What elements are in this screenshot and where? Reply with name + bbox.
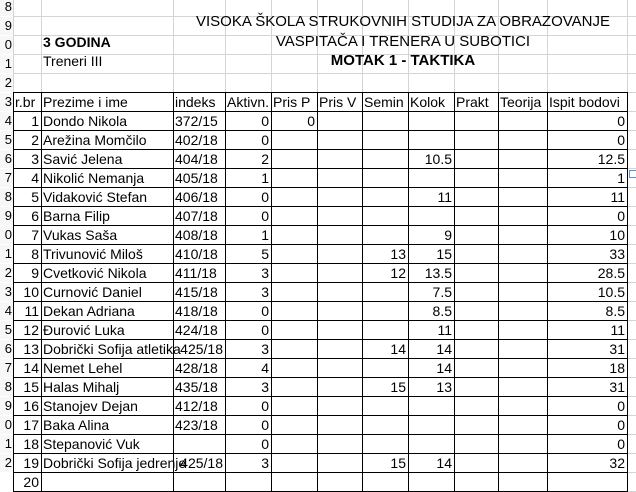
table-cell-prisv[interactable] [317, 454, 362, 472]
table-cell-teorija[interactable] [498, 245, 547, 263]
column-header[interactable]: Prakt [456, 94, 489, 110]
table-cell-prakt[interactable] [454, 454, 498, 472]
table-cell-index[interactable]: 411/18 [175, 265, 217, 281]
table-cell-semin[interactable]: 15 [390, 455, 406, 471]
column-header[interactable]: Semin [364, 94, 404, 110]
table-cell-name[interactable]: Stanojev Dejan [43, 398, 138, 414]
table-cell-prakt[interactable] [454, 188, 498, 206]
table-cell-prisp[interactable] [271, 150, 317, 168]
table-cell-semin[interactable] [362, 188, 408, 206]
table-cell-semin[interactable] [362, 302, 408, 320]
column-header[interactable]: indeks [175, 94, 216, 110]
table-cell-semin[interactable] [362, 131, 408, 149]
table-cell-aktivn[interactable]: 3 [261, 284, 269, 300]
table-cell-rbr[interactable]: 5 [31, 189, 39, 205]
table-cell-rbr[interactable]: 11 [24, 303, 39, 319]
table-cell-teorija[interactable] [498, 302, 547, 320]
table-cell-index[interactable]: 423/18 [175, 417, 218, 433]
row-number[interactable]: 9 [0, 17, 13, 35]
table-cell-prisp[interactable] [271, 473, 317, 491]
table-cell-aktivn[interactable]: 0 [261, 208, 269, 224]
table-cell-prisp[interactable] [271, 169, 317, 187]
table-cell-name[interactable]: Dobrički Sofija atletika [43, 341, 181, 357]
table-cell-rbr[interactable]: 1 [31, 113, 39, 129]
table-cell-ispit[interactable]: 8.5 [605, 303, 625, 319]
table-cell-prisv[interactable] [317, 245, 362, 263]
table-cell-teorija[interactable] [498, 435, 547, 453]
row-number[interactable]: 8 [0, 378, 13, 396]
table-cell-prisp[interactable]: 0 [307, 113, 315, 129]
table-cell-index[interactable]: 410/18 [175, 246, 218, 262]
table-cell-prakt[interactable] [454, 264, 498, 282]
table-cell-rbr[interactable]: 6 [31, 208, 39, 224]
table-cell-ispit[interactable]: 31 [609, 379, 625, 395]
table-cell-aktivn[interactable]: 2 [261, 151, 269, 167]
row-number[interactable]: 0 [0, 416, 13, 434]
row-number[interactable]: 3 [0, 283, 13, 301]
table-cell-prakt[interactable] [454, 150, 498, 168]
table-cell-index[interactable]: 402/18 [175, 132, 218, 148]
table-cell-kolok[interactable]: 15 [436, 246, 452, 262]
table-cell-ispit[interactable]: 0 [617, 436, 625, 452]
table-cell-aktivn[interactable]: 0 [261, 113, 269, 129]
row-number[interactable]: 2 [0, 264, 13, 282]
table-cell-ispit[interactable]: 33 [609, 246, 625, 262]
column-header[interactable]: Prezime i ime [43, 94, 128, 110]
table-cell-semin[interactable]: 15 [390, 379, 406, 395]
table-cell-kolok[interactable] [408, 169, 454, 187]
table-cell-ispit[interactable]: 10 [609, 227, 625, 243]
table-cell-ispit[interactable]: 32 [609, 455, 625, 471]
table-cell-prisv[interactable] [317, 435, 362, 453]
table-cell-semin[interactable] [362, 397, 408, 415]
table-cell-rbr[interactable]: 18 [23, 436, 39, 452]
table-cell-kolok[interactable] [408, 207, 454, 225]
table-cell-kolok[interactable] [408, 473, 454, 491]
row-number[interactable]: 1 [0, 245, 13, 263]
table-cell-teorija[interactable] [498, 321, 547, 339]
table-cell-semin[interactable] [362, 416, 408, 434]
table-cell-ispit[interactable]: 12.5 [597, 151, 625, 167]
table-cell-name[interactable]: Dekan Adriana [43, 303, 135, 319]
table-cell-teorija[interactable] [498, 264, 547, 282]
table-cell-index[interactable]: 404/18 [175, 151, 218, 167]
table-cell-teorija[interactable] [498, 169, 547, 187]
table-cell-kolok[interactable]: 11 [437, 189, 452, 205]
table-cell-name[interactable]: Savić Jelena [43, 151, 123, 167]
table-cell-rbr[interactable]: 13 [23, 341, 39, 357]
row-number[interactable]: 0 [0, 226, 13, 244]
table-cell-prisv[interactable] [317, 112, 362, 130]
table-cell-index[interactable]: 425/18 [180, 455, 223, 471]
table-cell-name[interactable]: Nemet Lehel [43, 360, 123, 376]
table-cell-prisv[interactable] [317, 131, 362, 149]
year-label[interactable]: 3 GODINA [43, 34, 111, 50]
table-cell-prisp[interactable] [271, 264, 317, 282]
table-cell-ispit[interactable]: 10.5 [597, 284, 625, 300]
table-cell-teorija[interactable] [498, 359, 547, 377]
table-cell-kolok[interactable] [408, 131, 454, 149]
table-cell-prisv[interactable] [317, 207, 362, 225]
table-cell-kolok[interactable]: 13 [436, 379, 452, 395]
table-cell-aktivn[interactable]: 3 [261, 379, 269, 395]
table-cell-prakt[interactable] [454, 397, 498, 415]
row-number[interactable]: 4 [0, 302, 13, 320]
table-cell-rbr[interactable]: 12 [23, 322, 39, 338]
row-number[interactable]: 8 [0, 0, 13, 16]
table-cell-ispit[interactable] [547, 473, 627, 491]
row-number[interactable]: 6 [0, 340, 13, 358]
table-cell-kolok[interactable] [408, 397, 454, 415]
table-cell-semin[interactable]: 12 [390, 265, 406, 281]
table-cell-aktivn[interactable]: 3 [261, 265, 269, 281]
table-cell-aktivn[interactable]: 0 [261, 189, 269, 205]
table-cell-aktivn[interactable]: 0 [261, 436, 269, 452]
table-cell-teorija[interactable] [498, 473, 547, 491]
table-cell-name[interactable]: Halas Mihalj [43, 379, 120, 395]
column-header[interactable]: Aktivn. [227, 94, 270, 110]
table-cell-rbr[interactable]: 8 [31, 246, 39, 262]
table-cell-name[interactable]: Baka Alina [43, 417, 110, 433]
table-cell-rbr[interactable]: 20 [23, 474, 39, 490]
table-cell-name[interactable]: Nikolić Nemanja [43, 170, 145, 186]
table-cell-teorija[interactable] [498, 340, 547, 358]
row-number[interactable]: 5 [0, 131, 13, 149]
table-cell-kolok[interactable]: 9 [444, 227, 452, 243]
table-cell-aktivn[interactable]: 0 [261, 303, 269, 319]
table-cell-index[interactable]: 408/18 [175, 227, 218, 243]
table-cell-name[interactable]: Đurović Luka [43, 322, 125, 338]
row-number[interactable]: 7 [0, 359, 13, 377]
table-cell-prisp[interactable] [271, 454, 317, 472]
table-cell-prisv[interactable] [317, 397, 362, 415]
fill-handle[interactable] [629, 170, 636, 178]
row-number[interactable]: 1 [0, 435, 13, 453]
table-cell-ispit[interactable]: 31 [609, 341, 625, 357]
table-cell-prisp[interactable] [271, 131, 317, 149]
column-header[interactable]: Pris V [319, 94, 357, 110]
table-cell-semin[interactable]: 14 [390, 341, 406, 357]
table-cell-index[interactable] [173, 473, 225, 491]
row-number[interactable]: 9 [0, 207, 13, 225]
table-cell-ispit[interactable]: 0 [617, 208, 625, 224]
table-cell-aktivn[interactable] [225, 473, 271, 491]
table-cell-teorija[interactable] [498, 131, 547, 149]
table-cell-prisp[interactable] [271, 283, 317, 301]
table-cell-teorija[interactable] [498, 416, 547, 434]
table-cell-index[interactable]: 406/18 [175, 189, 218, 205]
table-cell-aktivn[interactable]: 3 [261, 341, 269, 357]
table-cell-teorija[interactable] [498, 207, 547, 225]
table-cell-prisv[interactable] [317, 283, 362, 301]
table-cell-semin[interactable] [362, 283, 408, 301]
table-cell-index[interactable]: 407/18 [175, 208, 218, 224]
table-cell-teorija[interactable] [498, 397, 547, 415]
table-cell-prakt[interactable] [454, 302, 498, 320]
table-cell-ispit[interactable]: 0 [617, 113, 625, 129]
table-cell-semin[interactable] [362, 321, 408, 339]
grid-row-line [13, 73, 636, 74]
row-number[interactable]: 9 [0, 397, 13, 415]
table-cell-prisv[interactable] [317, 416, 362, 434]
column-header[interactable]: Teorija [500, 94, 542, 110]
table-cell-index[interactable]: 415/18 [175, 284, 218, 300]
table-cell-aktivn[interactable]: 0 [261, 132, 269, 148]
table-cell-rbr[interactable]: 10 [23, 284, 39, 300]
group-label[interactable]: Treneri III [43, 53, 103, 69]
course-title[interactable]: MOTAK 1 - TAKTIKA [330, 52, 476, 69]
table-cell-name[interactable]: Dondo Nikola [43, 113, 128, 129]
table-cell-rbr[interactable]: 3 [31, 151, 39, 167]
table-cell-prakt[interactable] [454, 359, 498, 377]
table-cell-rbr[interactable]: 19 [23, 455, 39, 471]
table-cell-kolok[interactable]: 13.5 [424, 265, 452, 281]
table-cell-ispit[interactable]: 1 [617, 170, 625, 186]
table-cell-prakt[interactable] [454, 473, 498, 491]
table-cell-kolok[interactable]: 7.5 [432, 284, 452, 300]
table-cell-ispit[interactable]: 0 [617, 417, 625, 433]
table-cell-prisp[interactable] [271, 207, 317, 225]
table-cell-name[interactable]: Arežina Momčilo [43, 132, 147, 148]
table-cell-index[interactable]: 418/18 [175, 303, 218, 319]
table-cell-name[interactable]: Vidaković Stefan [43, 189, 148, 205]
school-name-line1[interactable]: VISOKA ŠKOLA STRUKOVNIH STUDIJA ZA OBRAZOVANJE [196, 13, 610, 30]
table-cell-prisv[interactable] [317, 473, 362, 491]
table-cell-prisp[interactable] [271, 435, 317, 453]
table-cell-rbr[interactable]: 4 [31, 170, 39, 186]
table-cell-name[interactable]: Trivunović Miloš [43, 246, 143, 262]
table-cell-ispit[interactable]: 0 [617, 132, 625, 148]
table-cell-prisp[interactable] [271, 321, 317, 339]
table-cell-prisp[interactable] [271, 416, 317, 434]
table-cell-rbr[interactable]: 9 [31, 265, 39, 281]
table-cell-teorija[interactable] [498, 112, 547, 130]
row-number[interactable]: 6 [0, 150, 13, 168]
row-number[interactable]: 8 [0, 188, 13, 206]
row-number[interactable]: 2 [0, 74, 13, 92]
row-number[interactable]: 1 [0, 55, 13, 73]
table-cell-semin[interactable] [362, 226, 408, 244]
table-cell-prisp[interactable] [271, 226, 317, 244]
row-number[interactable]: 7 [0, 169, 13, 187]
table-cell-kolok[interactable]: 11 [437, 322, 452, 338]
table-cell-semin[interactable]: 13 [390, 246, 406, 262]
table-column-border [627, 92, 628, 491]
table-cell-kolok[interactable]: 14 [436, 360, 452, 376]
table-cell-rbr[interactable]: 14 [23, 360, 39, 376]
table-cell-kolok[interactable]: 10.5 [424, 151, 452, 167]
table-cell-index[interactable] [173, 435, 225, 453]
table-cell-teorija[interactable] [498, 188, 547, 206]
table-cell-prisv[interactable] [317, 378, 362, 396]
table-cell-aktivn[interactable]: 0 [261, 398, 269, 414]
table-cell-prisp[interactable] [271, 188, 317, 206]
table-cell-semin[interactable] [362, 112, 408, 130]
table-cell-kolok[interactable] [408, 416, 454, 434]
table-cell-index[interactable]: 372/15 [175, 113, 218, 129]
table-cell-name[interactable]: Barna Filip [43, 208, 110, 224]
row-number[interactable]: 0 [0, 36, 13, 54]
table-cell-prakt[interactable] [454, 112, 498, 130]
row-number[interactable]: 5 [0, 321, 13, 339]
table-cell-name[interactable]: Stepanović Vuk [43, 436, 140, 452]
table-cell-rbr[interactable]: 7 [31, 227, 39, 243]
table-cell-kolok[interactable] [408, 435, 454, 453]
table-cell-semin[interactable] [362, 169, 408, 187]
table-cell-name[interactable]: Curnović Daniel [43, 284, 142, 300]
table-cell-ispit[interactable]: 28.5 [597, 265, 625, 281]
table-cell-index[interactable]: 412/18 [175, 398, 218, 414]
table-cell-index[interactable]: 424/18 [175, 322, 218, 338]
table-cell-kolok[interactable]: 8.5 [432, 303, 452, 319]
table-cell-prakt[interactable] [454, 245, 498, 263]
table-cell-aktivn[interactable]: 1 [261, 227, 269, 243]
table-cell-prakt[interactable] [454, 378, 498, 396]
table-cell-aktivn[interactable]: 0 [261, 322, 269, 338]
table-cell-index[interactable]: 405/18 [175, 170, 218, 186]
table-cell-index[interactable]: 428/18 [175, 360, 218, 376]
table-cell-semin[interactable] [362, 473, 408, 491]
table-cell-ispit[interactable]: 11 [610, 189, 625, 205]
table-cell-semin[interactable] [362, 150, 408, 168]
table-cell-ispit[interactable]: 0 [617, 398, 625, 414]
table-cell-prisp[interactable] [271, 245, 317, 263]
table-cell-prisv[interactable] [317, 150, 362, 168]
table-cell-semin[interactable] [362, 359, 408, 377]
row-number[interactable]: 2 [0, 454, 13, 472]
table-cell-prakt[interactable] [454, 131, 498, 149]
table-cell-name[interactable]: Dobrički Sofija jedrenje [43, 455, 187, 471]
table-cell-rbr[interactable]: 2 [31, 132, 39, 148]
table-cell-kolok[interactable]: 14 [436, 455, 452, 471]
table-cell-kolok[interactable] [408, 112, 454, 130]
table-cell-prakt[interactable] [454, 321, 498, 339]
table-cell-aktivn[interactable]: 4 [261, 360, 269, 376]
table-cell-prisv[interactable] [317, 188, 362, 206]
table-cell-prakt[interactable] [454, 207, 498, 225]
table-cell-prakt[interactable] [454, 340, 498, 358]
table-cell-prisv[interactable] [317, 340, 362, 358]
column-header[interactable]: Kolok [410, 94, 446, 110]
table-cell-index[interactable]: 435/18 [175, 379, 218, 395]
table-cell-rbr[interactable]: 16 [23, 398, 39, 414]
table-cell-prisv[interactable] [317, 169, 362, 187]
column-header[interactable]: Ispit bodovi [549, 94, 620, 110]
table-cell-prakt[interactable] [454, 435, 498, 453]
table-cell-aktivn[interactable]: 0 [261, 417, 269, 433]
table-cell-prisv[interactable] [317, 302, 362, 320]
table-cell-teorija[interactable] [498, 283, 547, 301]
table-cell-teorija[interactable] [498, 226, 547, 244]
table-cell-teorija[interactable] [498, 378, 547, 396]
table-cell-prakt[interactable] [454, 283, 498, 301]
row-number[interactable]: 4 [0, 112, 13, 130]
table-cell-prisp[interactable] [271, 302, 317, 320]
column-header[interactable]: r.br [15, 94, 36, 110]
table-cell-name[interactable]: Cvetković Nikola [43, 265, 147, 281]
table-cell-teorija[interactable] [498, 150, 547, 168]
table-cell-prisv[interactable] [317, 321, 362, 339]
table-cell-ispit[interactable]: 11 [610, 322, 625, 338]
table-cell-prakt[interactable] [454, 416, 498, 434]
table-cell-name[interactable] [41, 473, 173, 491]
table-cell-prisp[interactable] [271, 359, 317, 377]
column-header[interactable]: Pris P [273, 94, 311, 110]
table-cell-prisp[interactable] [271, 340, 317, 358]
table-cell-prisp[interactable] [271, 397, 317, 415]
table-cell-index[interactable]: 425/18 [180, 341, 223, 357]
table-cell-aktivn[interactable]: 5 [261, 246, 269, 262]
table-cell-teorija[interactable] [498, 454, 547, 472]
table-cell-prisv[interactable] [317, 264, 362, 282]
table-cell-semin[interactable] [362, 435, 408, 453]
table-cell-kolok[interactable]: 14 [436, 341, 452, 357]
table-cell-prisv[interactable] [317, 226, 362, 244]
school-name-line2[interactable]: VASPITAČA I TRENERA U SUBOTICI [275, 33, 531, 50]
table-cell-prisv[interactable] [317, 359, 362, 377]
table-cell-aktivn[interactable]: 1 [261, 170, 269, 186]
table-cell-ispit[interactable]: 18 [609, 360, 625, 376]
table-cell-semin[interactable] [362, 207, 408, 225]
table-cell-rbr[interactable]: 17 [23, 417, 39, 433]
table-cell-prakt[interactable] [454, 169, 498, 187]
row-number[interactable]: 3 [0, 93, 13, 111]
table-cell-rbr[interactable]: 15 [23, 379, 39, 395]
table-cell-prisp[interactable] [271, 378, 317, 396]
table-cell-prakt[interactable] [454, 226, 498, 244]
table-cell-name[interactable]: Vukas Saša [43, 227, 118, 243]
table-cell-aktivn[interactable]: 3 [261, 455, 269, 471]
